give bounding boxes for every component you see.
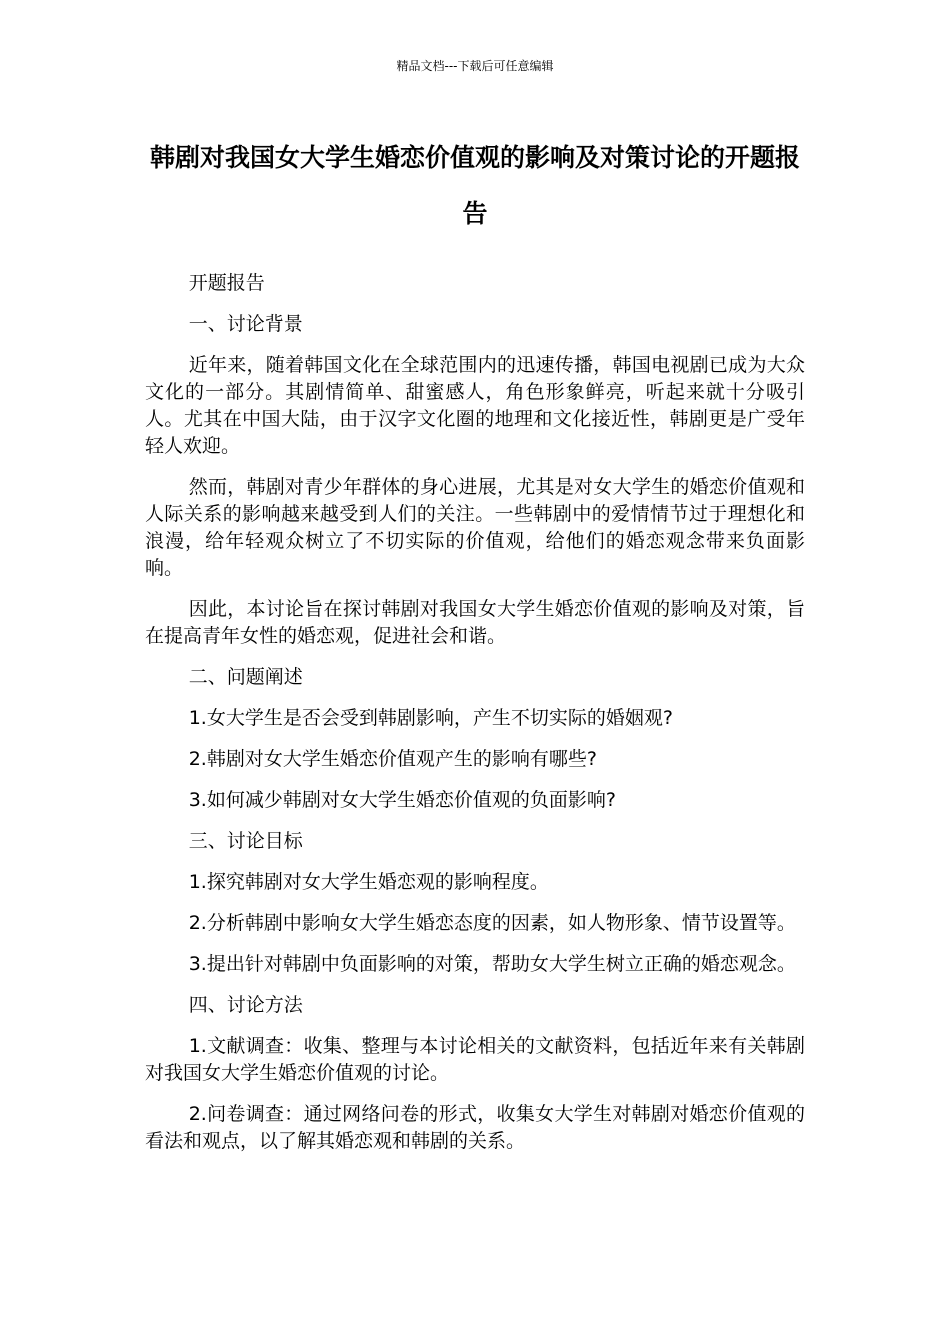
section-heading: 一、讨论背景 [188,313,303,335]
list-item: 1.女大学生是否会受到韩剧影响，产生不切实际的婚姻观? [188,707,673,729]
section-heading: 二、问题阐述 [188,666,303,688]
list-item: 1.文献调查：收集、整理与本讨论相关的文献资料，包括近年来有关韩剧对我国女大学生婚恋价值观的讨论。 [145,1035,805,1084]
list-item: 1.探究韩剧对女大学生婚恋观的影响程度。 [188,871,549,893]
list-item: 2.问卷调查：通过网络问卷的形式，收集女大学生对韩剧对婚恋价值观的看法和观点，以了解其婚恋观和韩剧的关系。 [145,1103,805,1152]
document-body [145,270,805,1169]
body-paragraph: 因此，本讨论旨在探讨韩剧对我国女大学生婚恋价值观的影响及对策，旨在提高青年女性的婚恋观，促进社会和谐。 [145,598,805,647]
list-item: 3.提出针对韩剧中负面影响的对策，帮助女大学生树立正确的婚恋观念。 [188,953,796,975]
section-heading: 三、讨论目标 [188,830,303,852]
page-header: 精品文档---下载后可任意编辑 [396,59,554,73]
section-heading: 四、讨论方法 [188,994,303,1016]
list-item: 2.分析韩剧中影响女大学生婚恋态度的因素，如人物形象、情节设置等。 [188,912,796,934]
list-item: 2.韩剧对女大学生婚恋价值观产生的影响有哪些? [188,748,597,770]
body-paragraph: 近年来，随着韩国文化在全球范围内的迅速传播，韩国电视剧已成为大众文化的一部分。其剧情简单、甜蜜感人，角色形象鲜亮，听起来就十分吸引人。尤其在中国大陆，由于汉字文化圈的地理和文化接近性，韩剧更是广受年轻人欢迎。 [145,354,805,457]
body-paragraph: 然而，韩剧对青少年群体的身心进展，尤其是对女大学生的婚恋价值观和人际关系的影响越来越受到人们的关注。一些韩剧中的爱情情节过于理想化和浪漫，给年轻观众树立了不切实际的价值观，给他们的婚恋观念带来负面影响。 [145,476,805,579]
section-label: 开题报告 [188,272,265,294]
document-title: 韩剧对我国女大学生婚恋价值观的影响及对策讨论的开题报告 [149,143,800,228]
list-item: 3.如何减少韩剧对女大学生婚恋价值观的负面影响? [188,789,616,811]
